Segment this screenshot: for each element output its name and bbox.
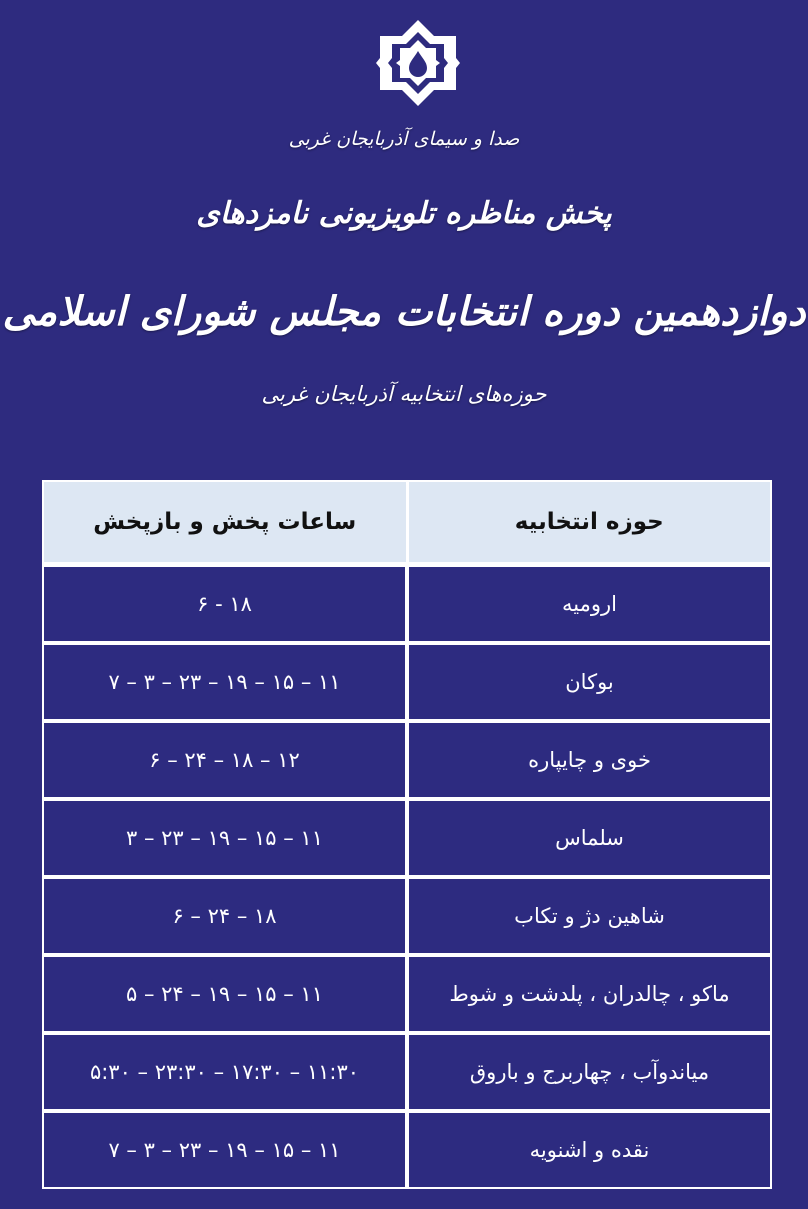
times-cell: ۱۲ – ۱۸ – ۲۴ – ۶: [44, 723, 405, 797]
times-cell: ۱۸ – ۲۴ – ۶: [44, 879, 405, 953]
times-cell: ۱۱:۳۰ – ۱۷:۳۰ – ۲۳:۳۰ – ۵:۳۰: [44, 1035, 405, 1109]
table-row: [44, 957, 770, 1031]
table-row: [44, 801, 770, 875]
table-row: [44, 1113, 770, 1187]
table-row: [44, 1035, 770, 1109]
times-cell: ۱۱ – ۱۵ – ۱۹ – ۲۳ – ۳ – ۷: [44, 645, 405, 719]
table-row: [44, 567, 770, 641]
times-cell: ۱۱ – ۱۵ – ۱۹ – ۲۴ – ۵: [44, 957, 405, 1031]
table-header-row: [44, 482, 770, 562]
column-header-times: ساعات پخش و بازپخش: [44, 482, 406, 562]
headline-line2: دوازدهمین دوره انتخابات مجلس شورای اسلامی: [2, 288, 806, 335]
headline-line3: حوزه‌های انتخابیه آذربایجان غربی: [261, 382, 547, 406]
column-header-district: حوزه انتخابیه: [409, 482, 771, 562]
broadcaster-title: صدا و سیمای آذربایجان غربی: [288, 128, 520, 150]
district-cell: ماکو ، چالدران ، پلدشت و شوط: [409, 957, 770, 1031]
district-cell: میاندوآب ، چهاربرج و باروق: [409, 1035, 770, 1109]
district-cell: سلماس: [409, 801, 770, 875]
headline-line1: پخش مناظره تلویزیونی نامزدهای: [196, 196, 612, 231]
district-cell: خوی و چایپاره: [409, 723, 770, 797]
table-row: [44, 645, 770, 719]
times-cell: ۱۱ – ۱۵ – ۱۹ – ۲۳ – ۳: [44, 801, 405, 875]
irib-logo-icon: [374, 18, 462, 108]
table-row: [44, 879, 770, 953]
times-cell: ۱۱ – ۱۵ – ۱۹ – ۲۳ – ۳ – ۷: [44, 1113, 405, 1187]
district-cell: شاهین دژ و تکاب: [409, 879, 770, 953]
table-row: [44, 723, 770, 797]
times-cell: ۱۸ - ۶: [44, 567, 405, 641]
district-cell: ارومیه: [409, 567, 770, 641]
district-cell: بوکان: [409, 645, 770, 719]
schedule-table: [42, 480, 772, 1189]
district-cell: نقده و اشنویه: [409, 1113, 770, 1187]
